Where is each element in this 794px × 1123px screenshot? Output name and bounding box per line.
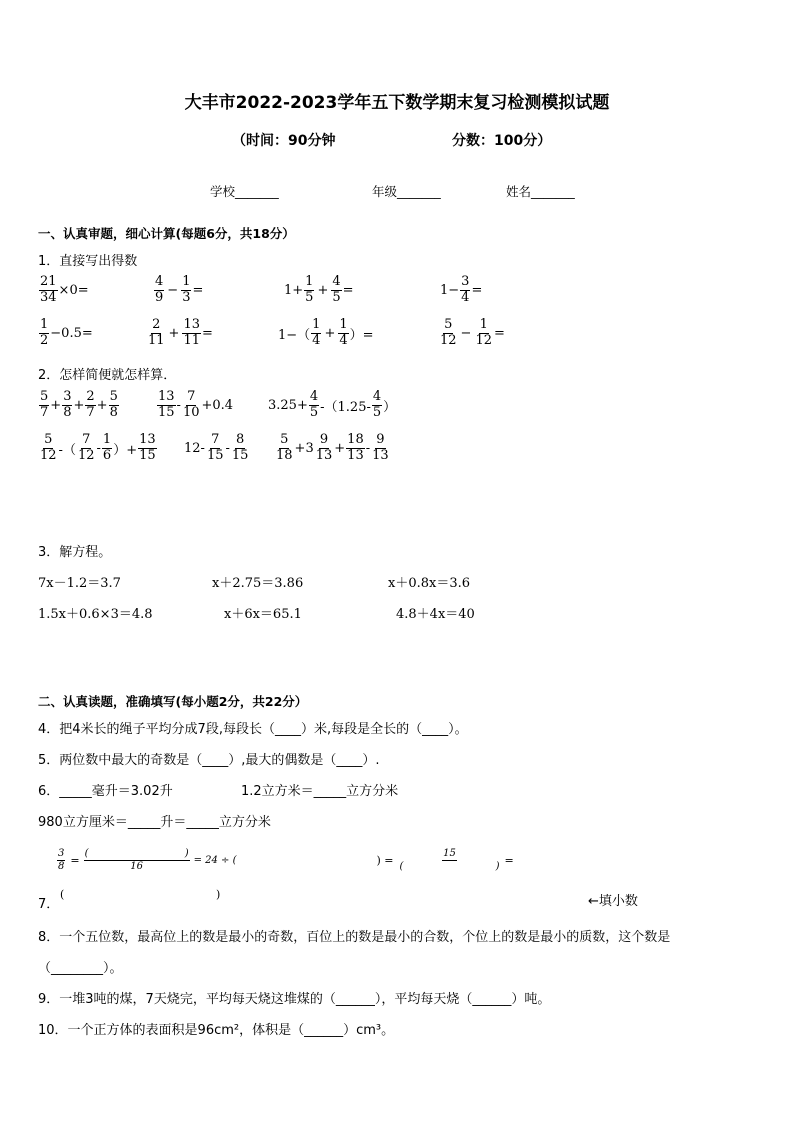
- q10-text: 10．一个正方体的表面积是96cm²，体积是（______）cm³。: [38, 1023, 395, 1038]
- equation-4: 1.5x＋0.6×3＝4.8: [38, 607, 153, 622]
- q8-text: 8．一个五位数，最高位上的数是最小的奇数，百位上的数是最小的合数，个位上的数是最小的质数，这个数是: [38, 930, 671, 945]
- page-title: 大丰市2022-2023学年五下数学期末复习检测模拟试题: [184, 93, 610, 113]
- q4-text: 4．把4米长的绳子平均分成7段,每段长（____）米,每段是全长的（____）。: [38, 722, 468, 737]
- equation-6: 4.8＋4x＝40: [396, 607, 475, 622]
- time-label: （时间：90分钟: [232, 133, 336, 149]
- q1-label: 1．直接写出得数: [38, 254, 138, 269]
- q1-item-3: 1+ $\frac{1}{5}$ + $\frac{4}{5}$ =: [284, 274, 354, 305]
- q1-item-8: $\frac{5}{12}$ − $\frac{1}{12}$ =: [440, 317, 505, 348]
- q2-expr-1: $\frac{5}{7}$ + $\frac{3}{8}$ + $\frac{2}{7}$ + $\frac{5}{8}$: [40, 389, 118, 420]
- q2-expr-4: $\frac{5}{12}$ -（ $\frac{7}{12}$ - $\frac{1}{6}$ ）+ $\frac{13}{15}$: [40, 432, 156, 463]
- q6-part3: 980立方厘米＝_____升＝_____立方分米: [38, 815, 271, 830]
- q1-item-5: $\frac{1}{2}$ −0.5=: [40, 317, 93, 348]
- score-label: 分数：100分）: [452, 133, 552, 149]
- equation-5: x＋6x＝65.1: [224, 607, 302, 622]
- grade-field: 年级_______: [372, 184, 441, 199]
- equation-1: 7x－1.2＝3.7: [38, 576, 121, 591]
- name-field: 姓名_______: [506, 184, 575, 199]
- q6-part1: 6．_____毫升＝3.02升: [38, 784, 173, 799]
- q2-expr-5: 12- $\frac{7}{15}$ - $\frac{8}{15}$: [184, 432, 249, 463]
- q6-part2: 1.2立方米＝_____立方分米: [241, 784, 399, 799]
- q2-expr-3: 3.25+ $\frac{4}{5}$ -（1.25- $\frac{4}{5}$ ）: [268, 389, 397, 420]
- q2-label: 2．怎样简便就怎样算．: [38, 368, 177, 383]
- q7-open-paren: (: [60, 888, 65, 901]
- q7-number: 7．: [38, 897, 60, 912]
- q9-text: 9．一堆3吨的煤，7天烧完，平均每天烧这堆煤的（______），平均每天烧（______）吨。: [38, 992, 551, 1007]
- q1-item-4: 1− $\frac{3}{4}$ =: [440, 274, 483, 305]
- q7-hint: ←填小数: [588, 894, 638, 909]
- q1-item-6: $\frac{2}{11}$ + $\frac{13}{11}$ =: [148, 317, 213, 348]
- q2-expr-6: $\frac{5}{18}$ +3 $\frac{9}{13}$ + $\frac{18}{13}$ - $\frac{9}{13}$: [276, 432, 389, 463]
- q1-item-7: 1−（ $\frac{1}{4}$ + $\frac{1}{4}$ ）=: [278, 317, 374, 348]
- q1-item-2: $\frac{4}{9}$ − $\frac{1}{3}$ =: [155, 274, 204, 305]
- q5-text: 5．两位数中最大的奇数是（____）,最大的偶数是（____）.: [38, 753, 380, 768]
- equation-2: x＋2.75＝3.86: [212, 576, 304, 591]
- section1-heading: 一、认真审题，细心计算(每题6分，共18分）: [38, 226, 295, 241]
- section2-heading: 二、认真读题，准确填写(每小题2分，共22分）: [38, 694, 308, 709]
- q8-answer-blank: （________）。: [38, 961, 123, 976]
- equation-3: x＋0.8x＝3.6: [388, 576, 471, 591]
- school-field: 学校_______: [210, 184, 279, 199]
- q3-label: 3．解方程。: [38, 545, 112, 560]
- q7-expression: $\frac{3}{8}$ = ( ) 16 = 24 ÷ ( ) = 15 ( ) =: [58, 848, 514, 872]
- q7-close-paren: ): [216, 888, 221, 901]
- q2-expr-2: $\frac{13}{15}$ - $\frac{7}{10}$ +0.4: [158, 389, 234, 420]
- q1-item-1: $\frac{21}{34}$ ×0=: [40, 274, 89, 305]
